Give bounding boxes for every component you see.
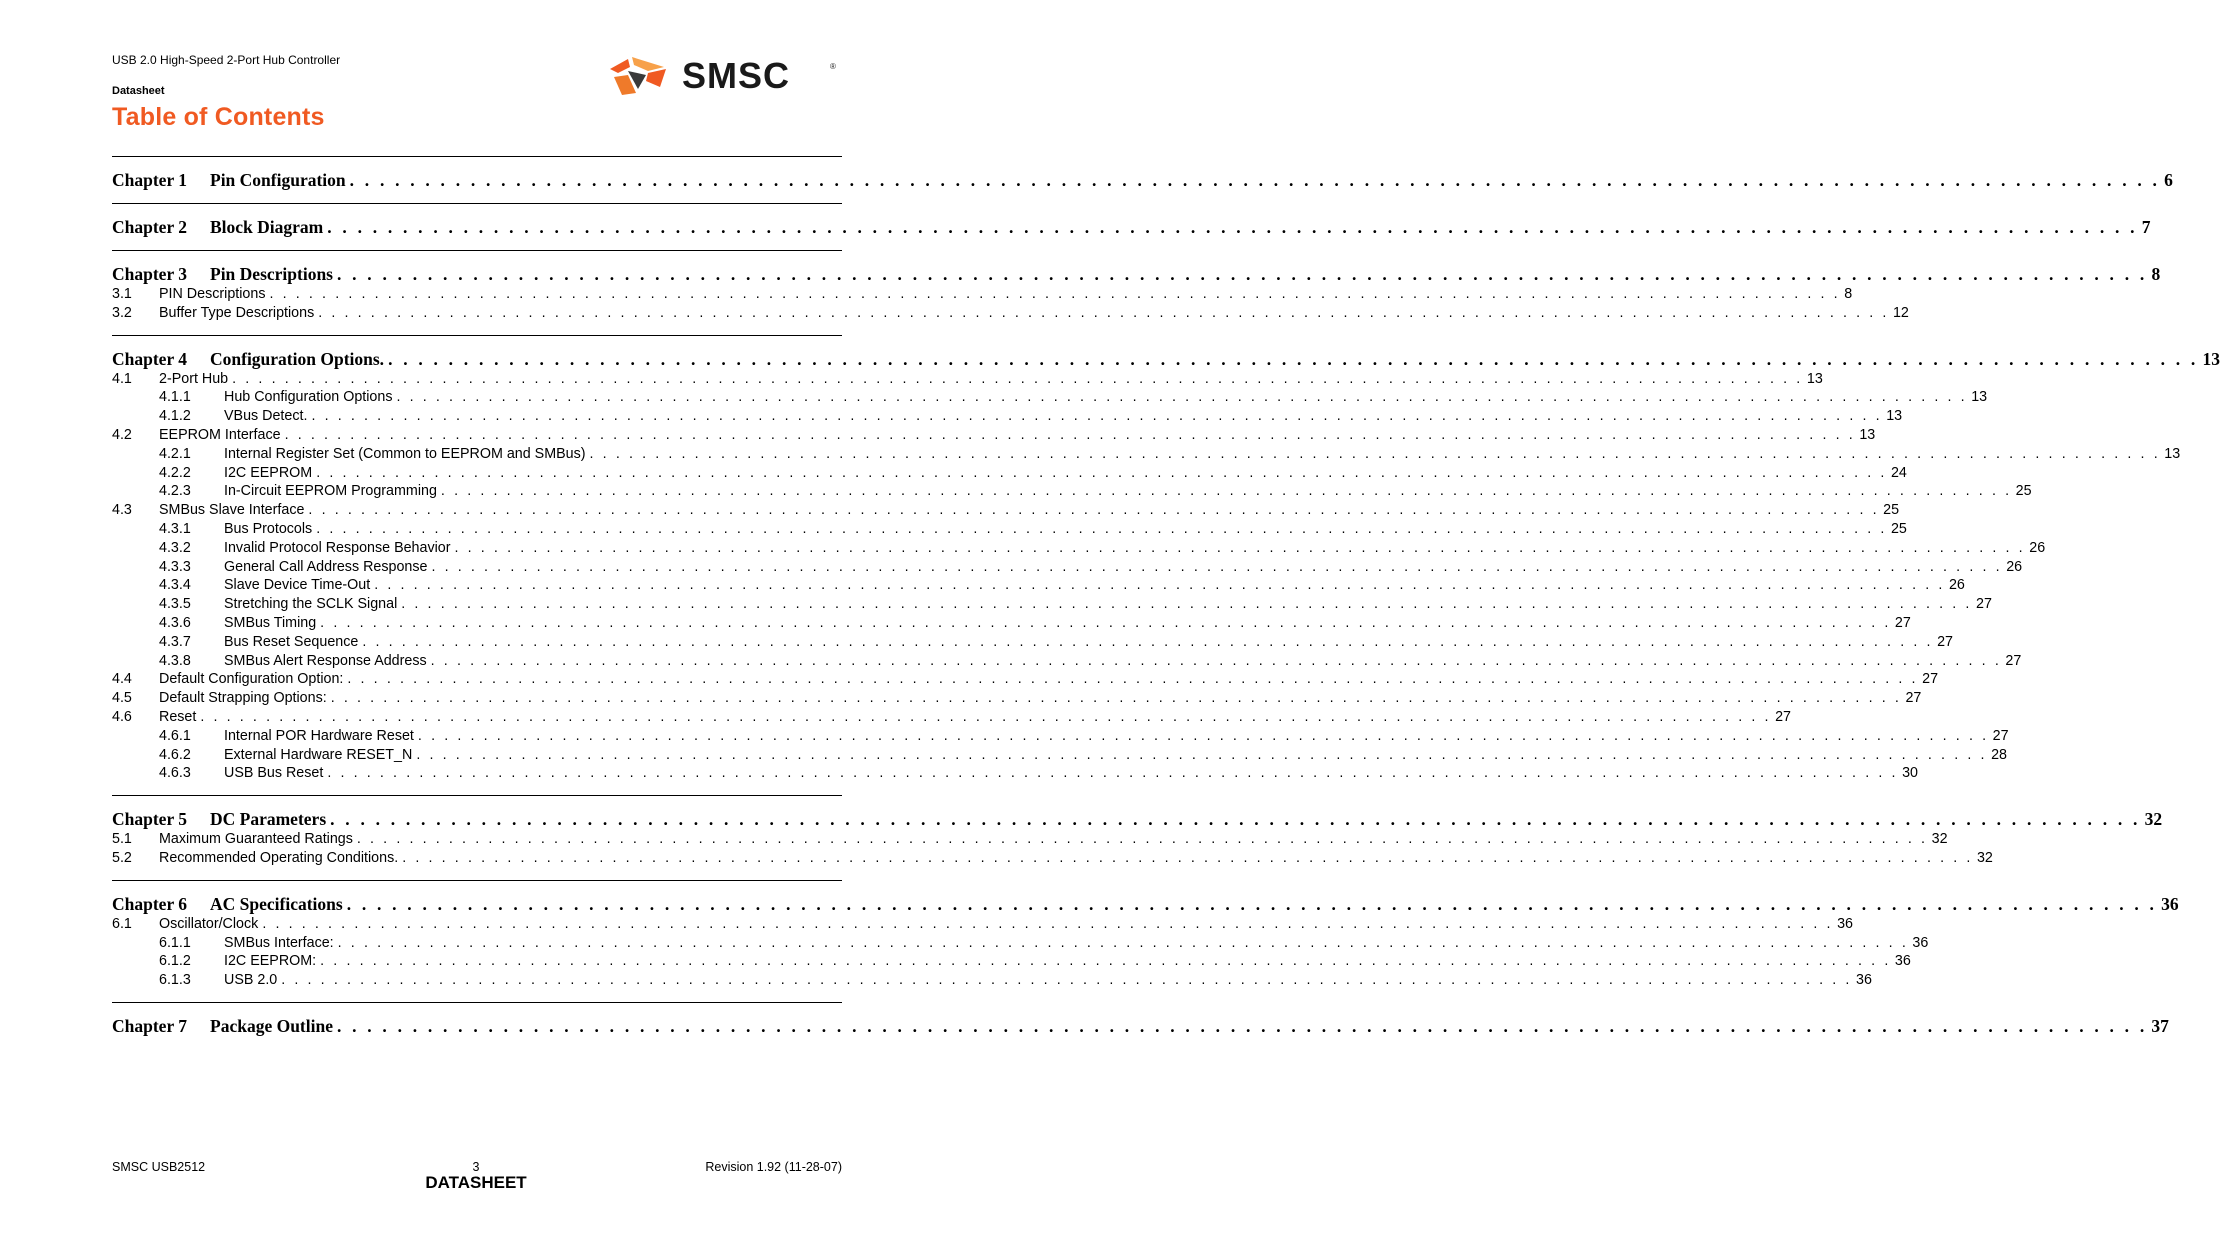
toc-chapter-section: [112, 250, 2161, 335]
dot-leader: . . . . . . . . . . . . . . . . . . . . . . . . . . . . . . . . . . . . . . . . . . . . . . . . . . . . . . . . . . . . . . . . . . . . . . . . . . . . . . . . . . . . . . . . . . . . . . . . . . . . . . . . . . . . . . . . . . . . . . . .: [431, 558, 2003, 575]
dot-leader: . . . . . . . . . . . . . . . . . . . . . . . . . . . . . . . . . . . . . . . . . . . . . . . . . . . . . . . . . . . . . . . . . . . . . . . . . . . . . . . . . . . . . . . . . . . . . . . . . . . . . . . . . . . . . . . . . . . . . . . .: [337, 264, 2148, 284]
entry-page: 26: [1948, 577, 1965, 594]
entry-title: 2-Port Hub: [159, 370, 229, 387]
dot-leader: . . . . . . . . . . . . . . . . . . . . . . . . . . . . . . . . . . . . . . . . . . . . . . . . . . . . . . . . . . . . . . . . . . . . . . . . . . . . . . . . . . . . . . . . . . . . . . . . . . . . . . . . . . . . . . . . . . . . . . . .: [402, 849, 1973, 866]
chapter-number: Chapter 2: [112, 217, 188, 237]
smsc-logo: [608, 55, 840, 97]
toc-entry[interactable]: [112, 304, 1909, 324]
entry-title: I2C EEPROM:: [224, 953, 317, 970]
chapter-title: Package Outline: [210, 1015, 333, 1036]
dot-leader: . . . . . . . . . . . . . . . . . . . . . . . . . . . . . . . . . . . . . . . . . . . . . . . . . . . . . . . . . . . . . . . . . . . . . . . . . . . . . . . . . . . . . . . . . . . . . . . . . . . . . . . . . . . . . . . . . . . . . . . .: [337, 934, 1909, 951]
chapter-number: Chapter 3: [112, 264, 188, 284]
chapter-page: 36: [2161, 893, 2179, 914]
toc-entry[interactable]: [112, 690, 1922, 709]
entry-title: Stretching the SCLK Signal: [224, 596, 398, 613]
dot-leader: . . . . . . . . . . . . . . . . . . . . . . . . . . . . . . . . . . . . . . . . . . . . . . . . . . . . . . . . . . . . . . . . . . . . . . . . . . . . . . . . . . . . . . . . . . . . . . . . . . . . . . . . . . . . . . . . . . . . . . . .: [374, 577, 1945, 594]
toc-entry[interactable]: [112, 445, 2181, 465]
toc-entry[interactable]: [112, 831, 1948, 850]
chapter-page: 32: [2144, 809, 2163, 830]
chapter-title: Pin Descriptions: [210, 264, 333, 284]
toc-chapter-section: [112, 880, 2179, 1002]
footer-product: SMSC USB2512: [112, 1160, 206, 1174]
toc-chapter-entry[interactable]: [112, 170, 2173, 192]
entry-number: 4.3.2: [159, 539, 191, 556]
entry-number: 6.1.3: [159, 972, 191, 989]
toc-chapter-entry[interactable]: [112, 264, 2161, 286]
chapter-page: 7: [2141, 217, 2151, 237]
entry-title: I2C EEPROM: [224, 464, 313, 481]
entry-page: 24: [1890, 464, 1907, 481]
chapter-title: DC Parameters: [210, 809, 327, 830]
dot-leader: . . . . . . . . . . . . . . . . . . . . . . . . . . . . . . . . . . . . . . . . . . . . . . . . . . . . . . . . . . . . . . . . . . . . . . . . . . . . . . . . . . . . . . . . . . . . . . . . . . . . . . . . . . . . . . . . . . . . . . . .: [316, 464, 1887, 481]
dot-leader: . . . . . . . . . . . . . . . . . . . . . . . . . . . . . . . . . . . . . . . . . . . . . . . . . . . . . . . . . . . . . . . . . . . . . . . . . . . . . . . . . . . . . . . . . . . . . . . . . . . . . . . . . . . . . . . . . . . . . . . .: [316, 520, 1887, 537]
page-heading: Table of Contents: [112, 103, 325, 131]
entry-number: 4.3.8: [159, 652, 191, 669]
entry-title: SMBus Interface:: [224, 934, 334, 951]
entry-page: 27: [1937, 633, 1953, 650]
dot-leader: . . . . . . . . . . . . . . . . . . . . . . . . . . . . . . . . . . . . . . . . . . . . . . . . . . . . . . . . . . . . . . . . . . . . . . . . . . . . . . . . . . . . . . . . . . . . . . . . . . . . . . . . . . . . . . . . . . . . . . . .: [200, 708, 1772, 725]
entry-page: 8: [1844, 286, 1853, 302]
toc-entry[interactable]: [112, 652, 2022, 672]
dot-leader: . . . . . . . . . . . . . . . . . . . . . . . . . . . . . . . . . . . . . . . . . . . . . . . . . . . . . . . . . . . . . . . . . . . . . . . . . . . . . . . . . . . . . . . . . . . . . . . . . . . . . . . . . . . . . . . . . . . . . . . .: [401, 596, 1973, 613]
entry-page: 36: [1837, 915, 1853, 932]
entry-number: 5.2: [112, 849, 132, 866]
entry-page: 13: [1971, 389, 1988, 406]
entry-number: 6.1.2: [159, 953, 191, 970]
entry-page: 25: [1890, 520, 1907, 537]
toc-chapter-entry[interactable]: [112, 809, 2163, 831]
entry-number: 4.3.5: [159, 596, 191, 613]
toc-entry[interactable]: [112, 765, 1918, 784]
entry-page: 27: [1894, 614, 1911, 631]
dot-leader: . . . . . . . . . . . . . . . . . . . . . . . . . . . . . . . . . . . . . . . . . . . . . . . . . . . . . . . . . . . . . . . . . . . . . . . . . . . . . . . . . . . . . . . . . . . . . . . . . . . . . . . . . . . . . . . . . . . . . . . .: [232, 370, 1803, 387]
entry-page: 28: [1991, 746, 2007, 763]
entry-number: 4.3.1: [159, 520, 191, 537]
dot-leader: . . . . . . . . . . . . . . . . . . . . . . . . . . . . . . . . . . . . . . . . . . . . . . . . . . . . . . . . . . . . . . . . . . . . . . . . . . . . . . . . . . . . . . . . . . . . . . . . . . . . . . . . . . . . . . . . . . . . . . . .: [269, 286, 1841, 302]
dot-leader: . . . . . . . . . . . . . . . . . . . . . . . . . . . . . . . . . . . . . . . . . . . . . . . . . . . . . . . . . . . . . . . . . . . . . . . . . . . . . . . . . . . . . . . . . . . . . . . . . . . . . . . . . . . . . . . . . . . . . . . .: [320, 614, 1891, 631]
entry-title: Hub Configuration Options: [224, 389, 393, 406]
entry-title: External Hardware RESET_N: [224, 746, 413, 763]
entry-number: 4.3: [112, 502, 132, 519]
dot-leader: . . . . . . . . . . . . . . . . . . . . . . . . . . . . . . . . . . . . . . . . . . . . . . . . . . . . . . . . . . . . . . . . . . . . . . . . . . . . . . . . . . . . . . . . . . . . . . . . . . . . . . . . . . . . . . . . . . . . . . . .: [416, 746, 1988, 763]
chapter-number: Chapter 7: [112, 1015, 188, 1036]
dot-leader: . . . . . . . . . . . . . . . . . . . . . . . . . . . . . . . . . . . . . . . . . . . . . . . . . . . . . . . . . . . . . . . . . . . . . . . . . . . . . . . . . . . . . . . . . . . . . . . . . . . . . . . . . . . . . . . . . . . . . . . .: [281, 972, 1852, 989]
table-of-contents: [112, 156, 2220, 1049]
entry-number: 4.2.2: [159, 464, 191, 481]
dot-leader: . . . . . . . . . . . . . . . . . . . . . . . . . . . . . . . . . . . . . . . . . . . . . . . . . . . . . . . . . . . . . . . . . . . . . . . . . . . . . . . . . . . . . . . . . . . . . . . . . . . . . . . . . . . . . . . . . . . . . . . .: [327, 765, 1899, 782]
dot-leader: . . . . . . . . . . . . . . . . . . . . . . . . . . . . . . . . . . . . . . . . . . . . . . . . . . . . . . . . . . . . . . . . . . . . . . . . . . . . . . . . . . . . . . . . . . . . . . . . . . . . . . . . . . . . . . . . . . . . . . . .: [362, 633, 1934, 650]
toc-entry[interactable]: [112, 934, 1929, 954]
toc-entry[interactable]: [112, 370, 1823, 390]
toc-entry[interactable]: [112, 972, 1872, 991]
footer-revision: Revision 1.92 (11-28-07): [705, 1160, 842, 1174]
entry-title: Oscillator/Clock: [159, 915, 259, 932]
entry-title: SMBus Timing: [224, 614, 317, 631]
toc-chapter-section: [112, 795, 2163, 880]
logo-wordmark: SMSC: [682, 55, 791, 96]
chapter-title: AC Specifications: [210, 893, 343, 914]
entry-page: 13: [1859, 426, 1876, 443]
toc-entry[interactable]: [112, 633, 1953, 653]
entry-number: 6.1.1: [159, 934, 191, 951]
dot-leader: . . . . . . . . . . . . . . . . . . . . . . . . . . . . . . . . . . . . . . . . . . . . . . . . . . . . . . . . . . . . . . . . . . . . . . . . . . . . . . . . . . . . . . . . . . . . . . . . . . . . . . . . . . . . . . . . . . . . . . . .: [318, 304, 1889, 321]
entry-number: 4.3.7: [159, 633, 191, 650]
entry-title: USB 2.0: [224, 972, 278, 989]
dot-leader: . . . . . . . . . . . . . . . . . . . . . . . . . . . . . . . . . . . . . . . . . . . . . . . . . . . . . . . . . . . . . . . . . . . . . . . . . . . . . . . . . . . . . . . . . . . . . . . . . . . . . . . . . . . . . . . . . . . . . . . .: [330, 690, 1902, 707]
entry-title: Recommended Operating Conditions.: [159, 849, 399, 866]
dot-leader: . . . . . . . . . . . . . . . . . . . . . . . . . . . . . . . . . . . . . . . . . . . . . . . . . . . . . . . . . . . . . . . . . . . . . . . . . . . . . . . . . . . . . . . . . . . . . . . . . . . . . . . . . . . . . . . . . . . . . . . .: [330, 809, 2141, 830]
toc-entry[interactable]: [112, 464, 1907, 484]
entry-title: Bus Reset Sequence: [224, 633, 359, 650]
toc-entry[interactable]: [112, 483, 2032, 502]
toc-chapter-entry[interactable]: [112, 1015, 2169, 1038]
entry-page: 27: [2005, 652, 2022, 669]
entry-number: 4.6.2: [159, 746, 191, 763]
chapter-number: Chapter 6: [112, 893, 188, 914]
dot-leader: . . . . . . . . . . . . . . . . . . . . . . . . . . . . . . . . . . . . . . . . . . . . . . . . . . . . . . . . . . . . . . . . . . . . . . . . . . . . . . . . . . . . . . . . . . . . . . . . . . . . . . . . . . . . . . . . . . . . . . . .: [308, 502, 1880, 519]
entry-number: 6.1: [112, 915, 132, 932]
dot-leader: . . . . . . . . . . . . . . . . . . . . . . . . . . . . . . . . . . . . . . . . . . . . . . . . . . . . . . . . . . . . . . . . . . . . . . . . . . . . . . . . . . . . . . . . . . . . . . . . . . . . . . . . . . . . . . . . . . . . . . . .: [320, 953, 1891, 970]
entry-title: Reset: [159, 708, 197, 725]
entry-page: 13: [1806, 370, 1823, 387]
toc-entry[interactable]: [112, 426, 1876, 446]
entry-page: 27: [1775, 708, 1792, 725]
entry-title: PIN Descriptions: [159, 286, 266, 302]
entry-page: 36: [1894, 953, 1911, 970]
chapter-number: Chapter 1: [112, 170, 188, 190]
document-type: Datasheet: [112, 85, 165, 97]
dot-leader: . . . . . . . . . . . . . . . . . . . . . . . . . . . . . . . . . . . . . . . . . . . . . . . . . . . . . . . . . . . . . . . . . . . . . . . . . . . . . . . . . . . . . . . . . . . . . . . . . . . . . . . . . . . . . . . . . . . . . . . .: [349, 170, 2161, 190]
dot-leader: . . . . . . . . . . . . . . . . . . . . . . . . . . . . . . . . . . . . . . . . . . . . . . . . . . . . . . . . . . . . . . . . . . . . . . . . . . . . . . . . . . . . . . . . . . . . . . . . . . . . . . . . . . . . . . . . . . . . . . . .: [356, 831, 1928, 848]
entry-number: 4.2: [112, 426, 132, 443]
toc-entry[interactable]: [112, 408, 1903, 427]
chapter-title: Block Diagram: [210, 217, 324, 237]
toc-chapter-entry[interactable]: [112, 893, 2179, 916]
entry-page: 13: [1886, 408, 1903, 425]
toc-chapter-section: [112, 335, 2220, 796]
toc-entry[interactable]: [112, 614, 1911, 634]
toc-entry[interactable]: [112, 520, 1907, 540]
entry-page: 27: [1922, 671, 1939, 688]
toc-entry[interactable]: [112, 671, 1939, 690]
dot-leader: . . . . . . . . . . . . . . . . . . . . . . . . . . . . . . . . . . . . . . . . . . . . . . . . . . . . . . . . . . . . . . . . . . . . . . . . . . . . . . . . . . . . . . . . . . . . . . . . . . . . . . . . . . . . . . . . . . . . . . . .: [262, 915, 1834, 932]
entry-number: 4.1: [112, 370, 132, 387]
toc-entry[interactable]: [112, 389, 1988, 408]
toc-chapter-section: [112, 1002, 2169, 1049]
entry-page: 12: [1892, 304, 1909, 321]
toc-entry[interactable]: [112, 727, 2009, 747]
toc-entry[interactable]: [112, 746, 2007, 766]
entry-title: In-Circuit EEPROM Programming: [224, 483, 437, 500]
entry-page: 26: [2029, 539, 2046, 556]
chapter-title: Configuration Options.: [210, 348, 385, 369]
chapter-page: 6: [2164, 170, 2173, 190]
dot-leader: . . . . . . . . . . . . . . . . . . . . . . . . . . . . . . . . . . . . . . . . . . . . . . . . . . . . . . . . . . . . . . . . . . . . . . . . . . . . . . . . . . . . . . . . . . . . . . . . . . . . . . . . . . . . . . . . . . . . . . . .: [589, 445, 2161, 462]
toc-entry[interactable]: [112, 849, 1993, 869]
smsc-logo-mark: [610, 57, 666, 95]
entry-page: 27: [1976, 596, 1992, 613]
entry-title: Default Strapping Options:: [159, 690, 327, 707]
dot-leader: . . . . . . . . . . . . . . . . . . . . . . . . . . . . . . . . . . . . . . . . . . . . . . . . . . . . . . . . . . . . . . . . . . . . . . . . . . . . . . . . . . . . . . . . . . . . . . . . . . . . . . . . . . . . . . . . . . . . . . . .: [346, 893, 2158, 914]
entry-number: 4.1.1: [159, 389, 191, 406]
entry-page: 32: [1976, 849, 1993, 866]
entry-title: Slave Device Time-Out: [224, 577, 371, 594]
entry-page: 25: [1883, 502, 1900, 519]
chapter-title: Pin Configuration: [210, 170, 346, 190]
entry-title: SMBus Slave Interface: [159, 502, 305, 519]
toc-chapter-entry[interactable]: [112, 217, 2151, 239]
entry-title: Invalid Protocol Response Behavior: [224, 539, 451, 556]
toc-entry[interactable]: [112, 502, 1900, 521]
toc-entry[interactable]: [112, 596, 1992, 615]
toc-chapter-section: [112, 156, 2173, 203]
registered-mark: ®: [830, 62, 836, 71]
footer-page-number: 3: [472, 1160, 480, 1174]
entry-number: 4.3.4: [159, 577, 191, 594]
toc-chapter-entry[interactable]: [112, 348, 2220, 371]
entry-page: 36: [1856, 972, 1872, 989]
entry-title: USB Bus Reset: [224, 765, 324, 782]
chapter-number: Chapter 4: [112, 348, 188, 369]
entry-number: 3.1: [112, 286, 132, 302]
dot-leader: . . . . . . . . . . . . . . . . . . . . . . . . . . . . . . . . . . . . . . . . . . . . . . . . . . . . . . . . . . . . . . . . . . . . . . . . . . . . . . . . . . . . . . . . . . . . . . . . . . . . . . . . . . . . . . . . . . . . . . . .: [327, 217, 2138, 237]
entry-page: 27: [1992, 727, 2009, 744]
chapter-page: 13: [2202, 348, 2220, 369]
entry-page: 30: [1902, 765, 1918, 782]
entry-page: 27: [1905, 690, 1922, 707]
toc-entry[interactable]: [112, 915, 1853, 935]
entry-title: Internal POR Hardware Reset: [224, 727, 414, 744]
entry-title: SMBus Alert Response Address: [224, 652, 427, 669]
entry-number: 4.1.2: [159, 408, 191, 425]
entry-title: General Call Address Response: [224, 558, 428, 575]
dot-leader: . . . . . . . . . . . . . . . . . . . . . . . . . . . . . . . . . . . . . . . . . . . . . . . . . . . . . . . . . . . . . . . . . . . . . . . . . . . . . . . . . . . . . . . . . . . . . . . . . . . . . . . . . . . . . . . . . . . . . . . .: [311, 408, 1883, 425]
entry-title: Bus Protocols: [224, 520, 313, 537]
entry-number: 4.3.3: [159, 558, 191, 575]
chapter-page: 37: [2151, 1015, 2169, 1036]
chapter-number: Chapter 5: [112, 809, 188, 830]
dot-leader: . . . . . . . . . . . . . . . . . . . . . . . . . . . . . . . . . . . . . . . . . . . . . . . . . . . . . . . . . . . . . . . . . . . . . . . . . . . . . . . . . . . . . . . . . . . . . . . . . . . . . . . . . . . . . . . . . . . . . . . .: [396, 389, 1968, 406]
entry-number: 4.6.3: [159, 765, 191, 782]
entry-title: Default Configuration Option:: [159, 671, 344, 688]
entry-title: EEPROM Interface: [159, 426, 281, 443]
entry-number: 4.6.1: [159, 727, 191, 744]
entry-number: 4.2.3: [159, 483, 191, 500]
entry-page: 26: [2006, 558, 2023, 575]
entry-number: 4.2.1: [159, 445, 191, 462]
dot-leader: . . . . . . . . . . . . . . . . . . . . . . . . . . . . . . . . . . . . . . . . . . . . . . . . . . . . . . . . . . . . . . . . . . . . . . . . . . . . . . . . . . . . . . . . . . . . . . . . . . . . . . . . . . . . . . . . . . . . . . . .: [388, 348, 2199, 369]
entry-number: 4.4: [112, 671, 132, 688]
entry-page: 13: [2164, 445, 2181, 462]
toc-entry[interactable]: [112, 539, 2046, 559]
toc-chapter-section: [112, 203, 2151, 250]
chapter-page: 8: [2151, 264, 2161, 284]
entry-number: 3.2: [112, 304, 132, 321]
toc-entry[interactable]: [112, 286, 1853, 305]
entry-number: 4.5: [112, 690, 132, 707]
dot-leader: . . . . . . . . . . . . . . . . . . . . . . . . . . . . . . . . . . . . . . . . . . . . . . . . . . . . . . . . . . . . . . . . . . . . . . . . . . . . . . . . . . . . . . . . . . . . . . . . . . . . . . . . . . . . . . . . . . . . . . . .: [454, 539, 2026, 556]
entry-page: 32: [1931, 831, 1948, 848]
entry-number: 5.1: [112, 831, 132, 848]
dot-leader: . . . . . . . . . . . . . . . . . . . . . . . . . . . . . . . . . . . . . . . . . . . . . . . . . . . . . . . . . . . . . . . . . . . . . . . . . . . . . . . . . . . . . . . . . . . . . . . . . . . . . . . . . . . . . . . . . . . . . . . .: [430, 652, 2002, 669]
entry-page: 36: [1912, 934, 1929, 951]
toc-entry[interactable]: [112, 577, 1965, 596]
entry-title: Internal Register Set (Common to EEPROM and SMBus): [224, 445, 586, 462]
dot-leader: . . . . . . . . . . . . . . . . . . . . . . . . . . . . . . . . . . . . . . . . . . . . . . . . . . . . . . . . . . . . . . . . . . . . . . . . . . . . . . . . . . . . . . . . . . . . . . . . . . . . . . . . . . . . . . . . . . . . . . . .: [284, 426, 1856, 443]
toc-entry[interactable]: [112, 953, 1911, 972]
toc-entry[interactable]: [112, 558, 2023, 578]
entry-title: Maximum Guaranteed Ratings: [159, 831, 353, 848]
document-title: USB 2.0 High-Speed 2-Port Hub Controller: [112, 53, 341, 67]
entry-title: VBus Detect.: [224, 408, 308, 425]
footer-datasheet-label: DATASHEET: [425, 1173, 527, 1192]
entry-number: 4.3.6: [159, 614, 191, 631]
dot-leader: . . . . . . . . . . . . . . . . . . . . . . . . . . . . . . . . . . . . . . . . . . . . . . . . . . . . . . . . . . . . . . . . . . . . . . . . . . . . . . . . . . . . . . . . . . . . . . . . . . . . . . . . . . . . . . . . . . . . . . . .: [417, 727, 1989, 744]
entry-page: 25: [2015, 483, 2032, 500]
dot-leader: . . . . . . . . . . . . . . . . . . . . . . . . . . . . . . . . . . . . . . . . . . . . . . . . . . . . . . . . . . . . . . . . . . . . . . . . . . . . . . . . . . . . . . . . . . . . . . . . . . . . . . . . . . . . . . . . . . . . . . . .: [336, 1015, 2148, 1036]
entry-title: Buffer Type Descriptions: [159, 304, 315, 321]
entry-number: 4.6: [112, 708, 132, 725]
toc-entry[interactable]: [112, 708, 1792, 728]
dot-leader: . . . . . . . . . . . . . . . . . . . . . . . . . . . . . . . . . . . . . . . . . . . . . . . . . . . . . . . . . . . . . . . . . . . . . . . . . . . . . . . . . . . . . . . . . . . . . . . . . . . . . . . . . . . . . . . . . . . . . . . .: [347, 671, 1919, 688]
dot-leader: . . . . . . . . . . . . . . . . . . . . . . . . . . . . . . . . . . . . . . . . . . . . . . . . . . . . . . . . . . . . . . . . . . . . . . . . . . . . . . . . . . . . . . . . . . . . . . . . . . . . . . . . . . . . . . . . . . . . . . . .: [440, 483, 2012, 500]
